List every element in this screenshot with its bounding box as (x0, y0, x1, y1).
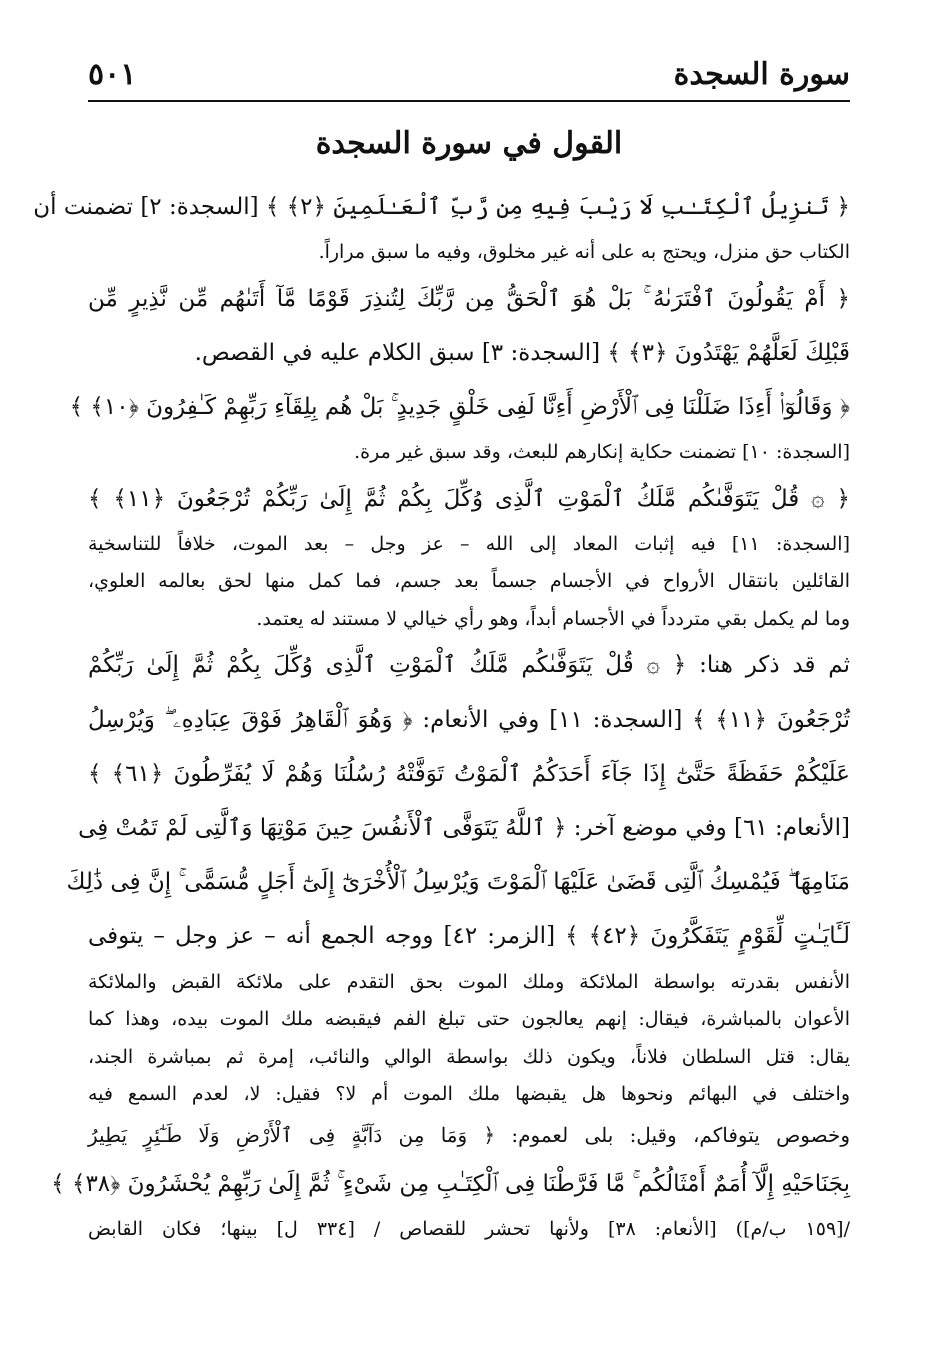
text-line: ﴿ ۞ قُلْ يَتَوَفَّىٰكُم مَّلَكُ ٱلْمَوْتِ ٱلَّذِى وُكِّلَ بِكُمْ ثُمَّ إِلَىٰ رَبِّكُمْ تُرْجَعُونَ ﴿١١﴾ ﴾ (88, 485, 851, 512)
text-line: يقال: قتل السلطان فلاناً، ويكون ذلك بواسطة الوالي والنائب، إمرة ثم بمباشرة الجند، (88, 1045, 850, 1068)
text-line: ﴿ أَمْ يَقُولُونَ ٱفْتَرَىٰهُ ۚ بَلْ هُوَ ٱلْحَقُّ مِن رَّبِّكَ لِتُنذِرَ قَوْمًا مَّآ أَتَىٰهُم مِّن نَّذِيرٍ مِّن (88, 285, 850, 312)
text-line: مَنَامِهَا ۖ فَيُمْسِكُ ٱلَّتِى قَضَىٰ عَلَيْهَا ٱلْمَوْتَ وَيُرْسِلُ ٱلْأُخْرَىٰٓ إِلَىٰٓ أَجَلٍ مُّسَمًّى ۚ إِنَّ فِى ذَٰلِكَ (66, 869, 850, 896)
text-line: [السجدة: ١١] فيه إثبات المعاد إلى الله – عز وجل – بعد الموت، خلافاً للتناسخية (88, 532, 850, 555)
text-line: قَبْلِكَ لَعَلَّهُمْ يَهْتَدُونَ ﴿٣﴾ ﴾ [السجدة: ٣] سبق الكلام عليه في القصص. (194, 339, 850, 366)
page-body (33, 180, 851, 1248)
text-line: القائلين بانتقال الأرواح في الأجسام جسماً بعد جسم، فما كمل منها لحق بعالمه العلوي، (88, 570, 850, 593)
page-number: ٥٠١ (88, 57, 137, 92)
text-line: تُرْجَعُونَ ﴿١١﴾ ﴾ [السجدة: ١١] وفي الأنعام: ﴿ وَهُوَ ٱلْقَاهِرُ فَوْقَ عِبَادِهِۦ ۖ وَيُرْسِلُ (88, 706, 850, 733)
text-line: ﴿ وَقَالُوٓا۟ أَءِذَا ضَلَلْنَا فِى ٱلْأَرْضِ أَءِنَّا لَفِى خَلْقٍ جَدِيدٍ ۚ بَلْ هُم بِلِقَآءِ رَبِّهِمْ كَـٰفِرُونَ ﴿١٠﴾ ﴾ (69, 394, 850, 421)
text-line: [السجدة: ١٠] تضمنت حكاية إنكارهم للبعث، وقد سبق غير مرة. (354, 441, 850, 464)
text-line: ﴿ تَنزِيلُ ٱلْكِتَـٰبِ لَا رَيْبَ فِيهِ مِن رَّبِّ ٱلْعَـٰلَمِينَ ﴿٢﴾ ﴾ [السجدة: ٢] تضمنت أن (33, 194, 850, 220)
text-line: الكتاب حق منزل، ويحتج به على أنه غير مخلوق، وفيه ما سبق مراراً. (318, 241, 850, 264)
text-line: ثم قد ذكر هنا: ﴿ ۞ قُلْ يَتَوَفَّىٰكُم مَّلَكُ ٱلْمَوْتِ ٱلَّذِى وُكِّلَ بِكُمْ ثُمَّ إِلَىٰ رَبِّكُمْ (88, 652, 850, 679)
text-line: بِجَنَاحَيْهِ إِلَّآ أُمَمٌ أَمْثَالُكُم ۚ مَّا فَرَّطْنَا فِى ٱلْكِتَـٰبِ مِن شَىْءٍ ۚ ثُمَّ إِلَىٰ رَبِّهِمْ يُحْشَرُونَ ﴿٣٨﴾ ﴾ (51, 1170, 850, 1197)
text-line: الأعوان بالمباشرة، فيقال: إنهم يعالجون حتى تبلغ الفم فيقبضه ملك الموت بيده، وهذا كما (88, 1008, 850, 1031)
text-line: /[١٥٩ ب/م]) [الأنعام: ٣٨] ولأنها تحشر للقصاص / [٣٣٤ ل] بينها؛ فكان القابض (88, 1217, 850, 1240)
text-line: [الأنعام: ٦١] وفي موضع آخر: ﴿ ٱللَّهُ يَتَوَفَّى ٱلْأَنفُسَ حِينَ مَوْتِهَا وَٱلَّتِى لَمْ تَمُتْ فِى (78, 815, 850, 841)
text-line: وخصوص يتوفاكم، وقيل: بلى لعموم: ﴿ وَمَا مِن دَآبَّةٍ فِى ٱلْأَرْضِ وَلَا طَـٰٓئِرٍ يَطِيرُ (88, 1122, 850, 1147)
running-header (88, 52, 850, 92)
text-line: الأنفس بقدرته بواسطة الملائكة وملك الموت بحق التقدم على ملائكة القبض والملائكة (88, 970, 850, 993)
text-line: واختلف في البهائم ونحوها هل يقبضها ملك الموت أم لا؟ فقيل: لا، لعدم السمع فيه (88, 1083, 850, 1106)
section-title: القول في سورة السجدة (315, 126, 623, 161)
header-rule (88, 100, 850, 102)
surah-name: سورة السجدة (673, 57, 850, 92)
text-line: لَـَٔايَـٰتٍ لِّقَوْمٍ يَتَفَكَّرُونَ ﴿٤٢﴾ ﴾ [الزمر: ٤٢] ووجه الجمع أنه – عز وجل – يتوفى (88, 923, 850, 950)
text-line: عَلَيْكُمْ حَفَظَةً حَتَّىٰٓ إِذَا جَآءَ أَحَدَكُمُ ٱلْمَوْتُ تَوَفَّتْهُ رُسُلُنَا وَهُمْ لَا يُفَرِّطُونَ ﴿٦١﴾ ﴾ (88, 760, 850, 787)
text-line: وما لم يكمل بقي متردداً في الأجسام أبداً، وهو رأي خيالي لا مستند له يعتمد. (256, 607, 850, 630)
